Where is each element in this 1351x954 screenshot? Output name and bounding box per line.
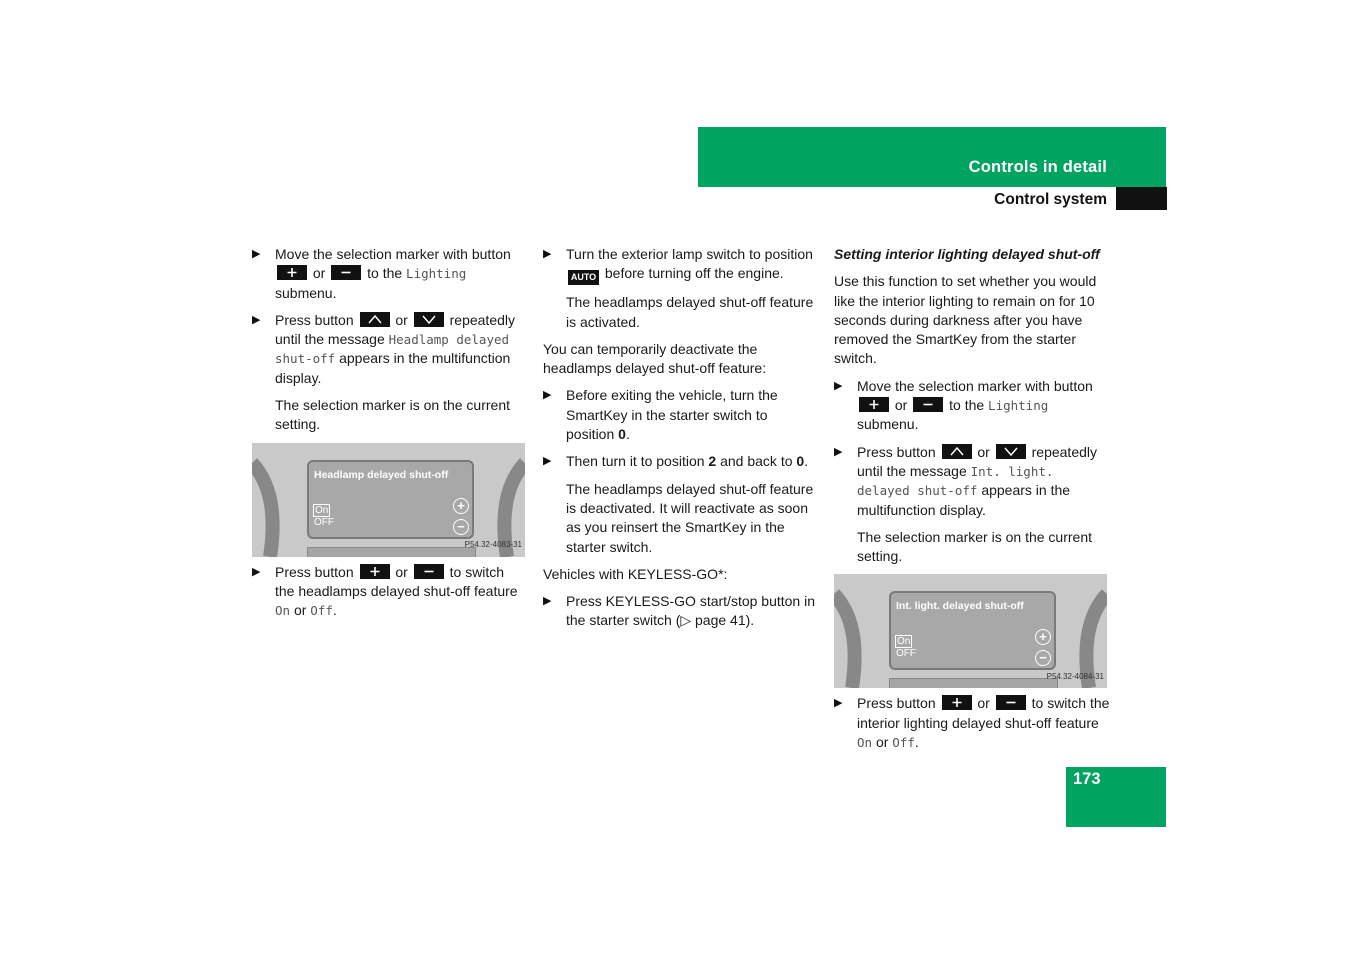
up-key-icon bbox=[360, 312, 390, 327]
subsection-marker bbox=[1116, 187, 1167, 210]
step-press-button: ▶ Press button or repeatedly until the message Headlamp delayed shut-off appears in the multifunction display. bbox=[252, 311, 516, 386]
bullet-arrow-icon: ▶ bbox=[543, 248, 552, 260]
step-move-marker: ▶ Move the selection marker with button or to the Lighting submenu. bbox=[252, 246, 511, 301]
step-switch-feature: ▶ Press button or to switch the interior lighting delayed shut-off feature On or Off. bbox=[834, 695, 1110, 751]
minus-key-icon bbox=[913, 397, 943, 412]
plus-key-icon bbox=[942, 695, 972, 710]
section-title: Controls in detail bbox=[968, 158, 1107, 176]
bullet-arrow-icon: ▶ bbox=[543, 389, 552, 402]
paragraph-deactivate: You can temporarily deactivate the headlamps delayed shut-off feature: bbox=[543, 340, 767, 377]
note-selection-marker: The selection marker is on the current setting. bbox=[857, 528, 1092, 565]
minus-key-icon bbox=[414, 564, 444, 579]
column-1 bbox=[252, 245, 527, 629]
bullet-arrow-icon: ▶ bbox=[834, 697, 843, 710]
step-turn-position-2: ▶ Then turn it to position 2 and back to 0. bbox=[543, 452, 818, 471]
plus-key-icon bbox=[277, 265, 307, 280]
step-turn-smartkey: ▶ Before exiting the vehicle, turn the SmartKey in the starter switch to position 0. bbox=[543, 387, 778, 443]
bullet-arrow-icon: ▶ bbox=[252, 565, 261, 578]
option-off: OFF bbox=[314, 516, 334, 528]
option-on: On bbox=[315, 504, 329, 516]
note-selection-marker: The selection marker is on the current setting. bbox=[275, 397, 510, 433]
note-deactivated: The headlamps delayed shut-off feature is deactivated. It will reactivate as soon as you reinsert the SmartKey in the starter switch. bbox=[566, 480, 814, 555]
up-key-icon bbox=[942, 444, 972, 459]
bullet-arrow-icon: ▶ bbox=[834, 445, 843, 458]
step-move-marker: ▶ Move the selection marker with button or to the Lighting submenu. bbox=[834, 377, 1093, 433]
option-on: On bbox=[897, 636, 911, 648]
section-heading-interior: Setting interior lighting delayed shut-off bbox=[834, 246, 1100, 262]
plus-key-icon bbox=[859, 397, 889, 412]
display-figure-headlamp bbox=[252, 443, 525, 557]
bullet-arrow-icon: ▶ bbox=[543, 595, 552, 608]
display-figure-interior bbox=[834, 574, 1107, 688]
plus-key-icon bbox=[360, 564, 390, 579]
page-number: 173 bbox=[1073, 770, 1101, 788]
minus-key-icon bbox=[331, 265, 361, 280]
minus-key-icon bbox=[996, 695, 1026, 710]
minus-circle-icon: − bbox=[453, 519, 469, 535]
multifunction-display: Headlamp delayed shut-off On OFF + − bbox=[307, 460, 474, 539]
plus-circle-icon: + bbox=[453, 498, 469, 514]
note-activated: The headlamps delayed shut-off feature is activated. bbox=[566, 294, 814, 330]
multifunction-display: Int. light. delayed shut-off On OFF + − bbox=[889, 591, 1056, 670]
column-3 bbox=[834, 245, 1110, 760]
bullet-arrow-icon: ▶ bbox=[834, 379, 843, 392]
display-base bbox=[889, 678, 1058, 688]
subsection-title: Control system bbox=[994, 191, 1107, 208]
step-turn-lamp-switch: ▶ Turn the exterior lamp switch to position AUTO before turning off the engine. bbox=[543, 245, 818, 285]
bullet-arrow-icon: ▶ bbox=[252, 313, 261, 326]
bullet-arrow-icon: ▶ bbox=[252, 248, 261, 260]
step-press-button: ▶ Press button or repeatedly until the message Int. light. delayed shut-off appears in the multifunction display. bbox=[834, 443, 1098, 518]
figure-code: P54.32-4083-31 bbox=[464, 540, 522, 550]
step-keyless-go: ▶ Press KEYLESS-GO start/stop button in the starter switch (▷ page 41). bbox=[543, 593, 815, 629]
display-base bbox=[307, 547, 476, 557]
down-key-icon bbox=[996, 444, 1026, 459]
paragraph-keyless-go: Vehicles with KEYLESS-GO*: bbox=[543, 565, 728, 582]
figure-code: P54.32-4084-31 bbox=[1046, 672, 1104, 682]
paragraph-intro: Use this function to set whether you would like the interior lighting to remain on for 10 seconds during darkness after you have removed the SmartKey from the starter switch. bbox=[834, 273, 1097, 367]
header-band bbox=[698, 127, 1166, 187]
plus-circle-icon: + bbox=[1035, 629, 1051, 645]
minus-circle-icon: − bbox=[1035, 650, 1051, 666]
step-switch-feature: ▶ Press button or to switch the headlamps delayed shut-off feature On or Off. bbox=[252, 563, 518, 619]
column-2 bbox=[543, 245, 818, 639]
down-key-icon bbox=[414, 312, 444, 327]
bullet-arrow-icon: ▶ bbox=[543, 455, 552, 468]
option-off: OFF bbox=[896, 648, 916, 660]
auto-position-icon: AUTO bbox=[568, 270, 599, 285]
